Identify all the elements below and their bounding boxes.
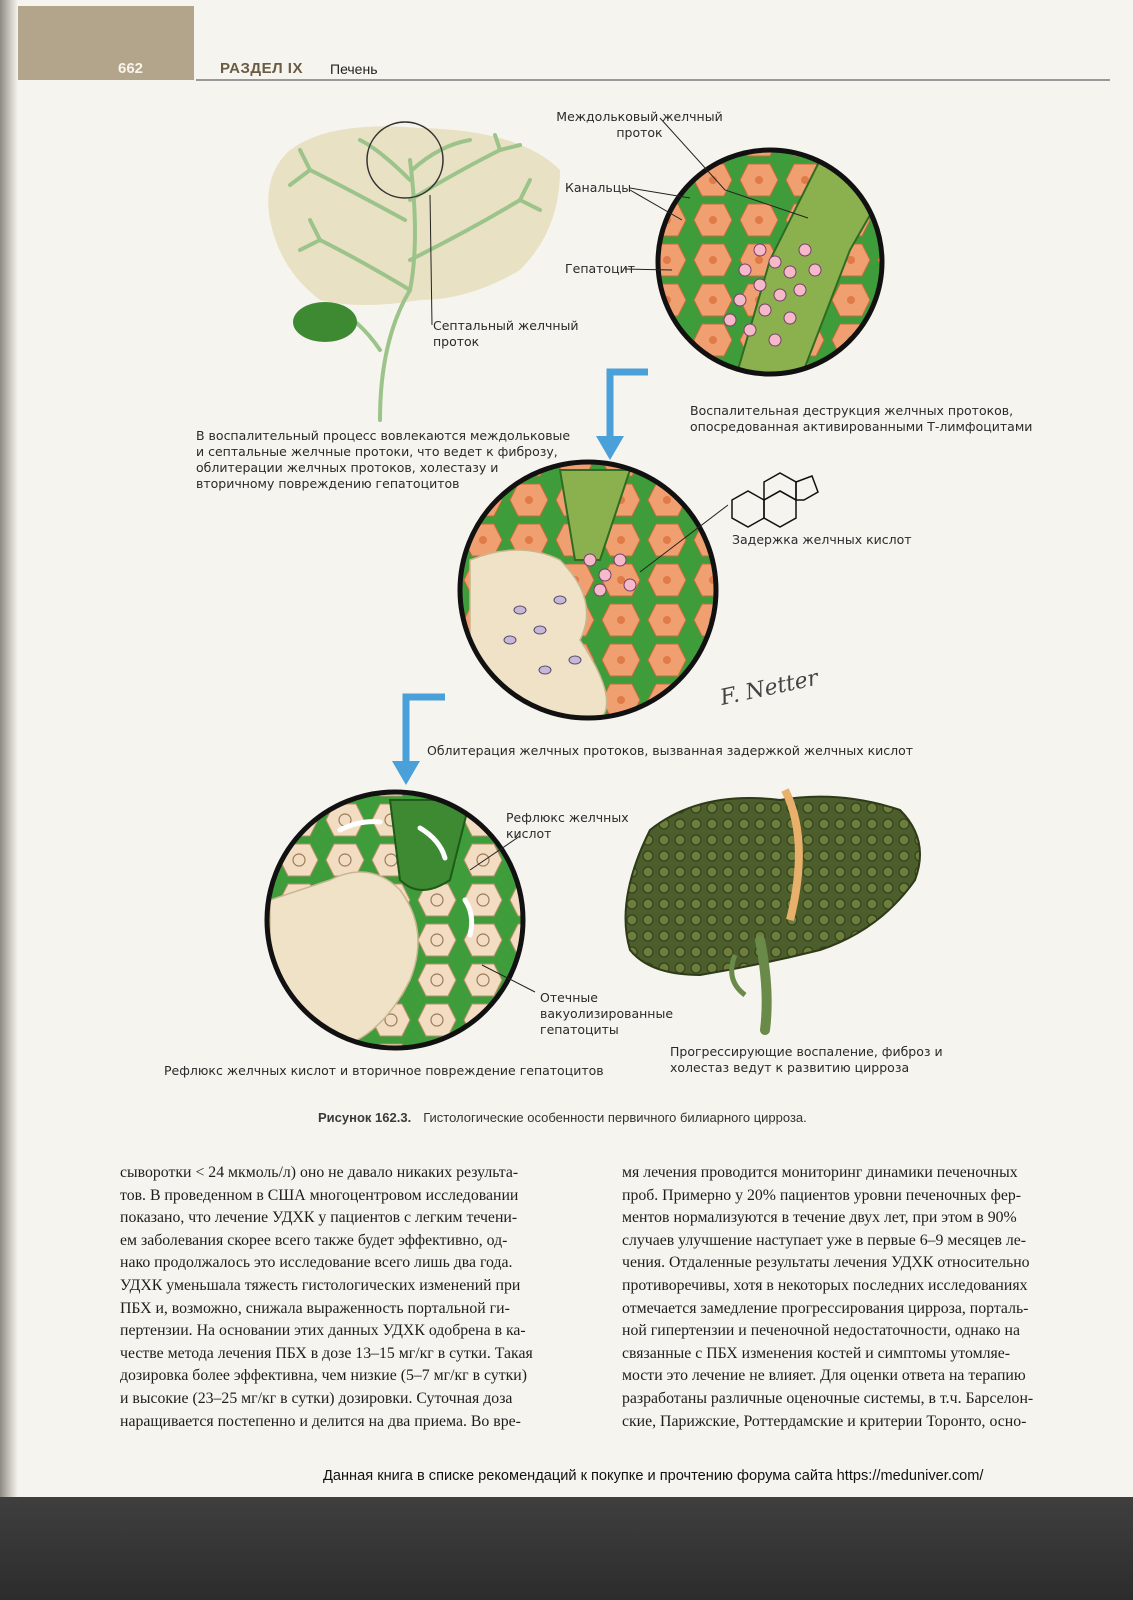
label-interlobular-duct: Междольковый желчный проток — [556, 109, 723, 140]
label-edematous-hepatocytes: Отечные вакуолизированные гепатоциты — [540, 990, 674, 1037]
text-line: проб. Примерно у 20% пациентов уровни печеночных фер- — [622, 1186, 1021, 1204]
label-hepatocyte: Гепатоцит — [565, 261, 635, 276]
text-line: пертензии. На основании этих данных УДХК одобрена в ка- — [120, 1322, 526, 1340]
label-canaliculi: Канальцы — [565, 180, 632, 195]
bile-acid-molecule — [732, 473, 818, 527]
body-column-right — [622, 1162, 1098, 1433]
label-stage1: В воспалительный процесс вовлекаются междольковые и септальные желчные протоки, что ведет к фиброзу, облитерации желчных протоков, холестазу и вторичному повреждению гепатоцитов — [196, 428, 571, 491]
text-line: УДХК уменьшала тяжесть гистологических изменений при — [120, 1276, 521, 1294]
text-line: показано, что лечение УДХК у пациентов с легким течени- — [120, 1209, 518, 1227]
text-line: противоречивы, хотя в некоторых последних исследованиях — [622, 1276, 1028, 1294]
text-line: связанные с ПБХ изменения костей и симптомы утомляе- — [622, 1344, 1011, 1362]
text-line: мости это лечение не влияет. Для оценки ответа на терапию — [622, 1367, 1026, 1385]
text-line: нако продолжалось это исследование всего лишь два года. — [120, 1254, 513, 1272]
label-reflux: Рефлюкс желчных кислот — [506, 810, 629, 841]
text-line: и высокие (23–25 мг/кг в сутки) дозировки. Суточная доза — [120, 1389, 513, 1407]
page-number: 662 — [118, 60, 144, 77]
label-bile-acid-retention: Задержка желчных кислот — [732, 532, 912, 547]
figure-caption-label: Рисунок 162.3. — [318, 1110, 412, 1125]
section-label: РАЗДЕЛ IX — [220, 60, 303, 77]
artist-signature: F. Netter — [718, 665, 821, 711]
label-septal-duct: Септальный желчный проток — [433, 318, 579, 349]
body-column-left — [120, 1162, 596, 1433]
label-obliteration: Облитерация желчных протоков, вызванная задержкой желчных кислот — [427, 743, 914, 758]
text-line: разработаны различные оценочные системы, в т.ч. Барселон- — [622, 1389, 1034, 1407]
footer-note: Данная книга в списке рекомендаций к покупке и прочтению форума сайта https://meduniver.com/ — [323, 1468, 984, 1484]
text-line: сыворотки < 24 мкмоль/л) оно не давало никаких результа- — [120, 1164, 519, 1181]
text-line: наращивается постепенно и делится на два приема. Во вре- — [120, 1412, 521, 1430]
biliary-tree-drawing — [268, 122, 560, 420]
text-line: ментов нормализуются в течение двух лет, при этом в 90% — [622, 1209, 1017, 1227]
text-line: дозировка более эффективна, чем низкие (5–7 мг/кг в сутки) — [120, 1367, 528, 1385]
text-line: ной гипертензии и печеночной недостаточности, однако на — [622, 1322, 1020, 1340]
circle-inflammation — [650, 140, 890, 380]
text-line: чения. Отдаленные результаты лечения УДХК относительно — [622, 1254, 1030, 1272]
text-line: отмечается замедление прогрессирования цирроза, порталь- — [622, 1299, 1029, 1317]
scan-bottom-edge — [0, 1497, 1133, 1600]
figure-caption-text: Гистологические особенности первичного билиарного цирроза. — [423, 1110, 807, 1125]
figure-caption — [318, 1110, 807, 1125]
text-line: ские, Парижские, Роттердамские и критерии Торонто, осно- — [622, 1412, 1027, 1430]
text-line: честве метода лечения ПБХ в дозе 13–15 мг/кг в сутки. Такая — [120, 1344, 533, 1362]
label-inflammatory-destruction: Воспалительная деструкция желчных протоков, опосредованная активированными Т-лимфоцитами — [690, 403, 1033, 434]
section-title: Печень — [330, 61, 378, 77]
label-progression: Прогрессирующие воспаление, фиброз и холестаз ведут к развитию цирроза — [670, 1044, 943, 1075]
text-line: ПБХ и, возможно, снижала выраженность портальной ги- — [120, 1299, 510, 1317]
text-line: тов. В проведенном в США многоцентровом исследовании — [120, 1186, 519, 1204]
label-reflux-damage: Рефлюкс желчных кислот и вторичное повреждение гепатоцитов — [164, 1063, 604, 1078]
text-line: случаев улучшение наступает уже в первые 6–9 месяцев ле- — [622, 1231, 1027, 1249]
text-line: мя лечения проводится мониторинг динамики печеночных — [622, 1164, 1018, 1181]
text-line: ем заболевания скорее всего также будет эффективно, од- — [120, 1231, 508, 1249]
